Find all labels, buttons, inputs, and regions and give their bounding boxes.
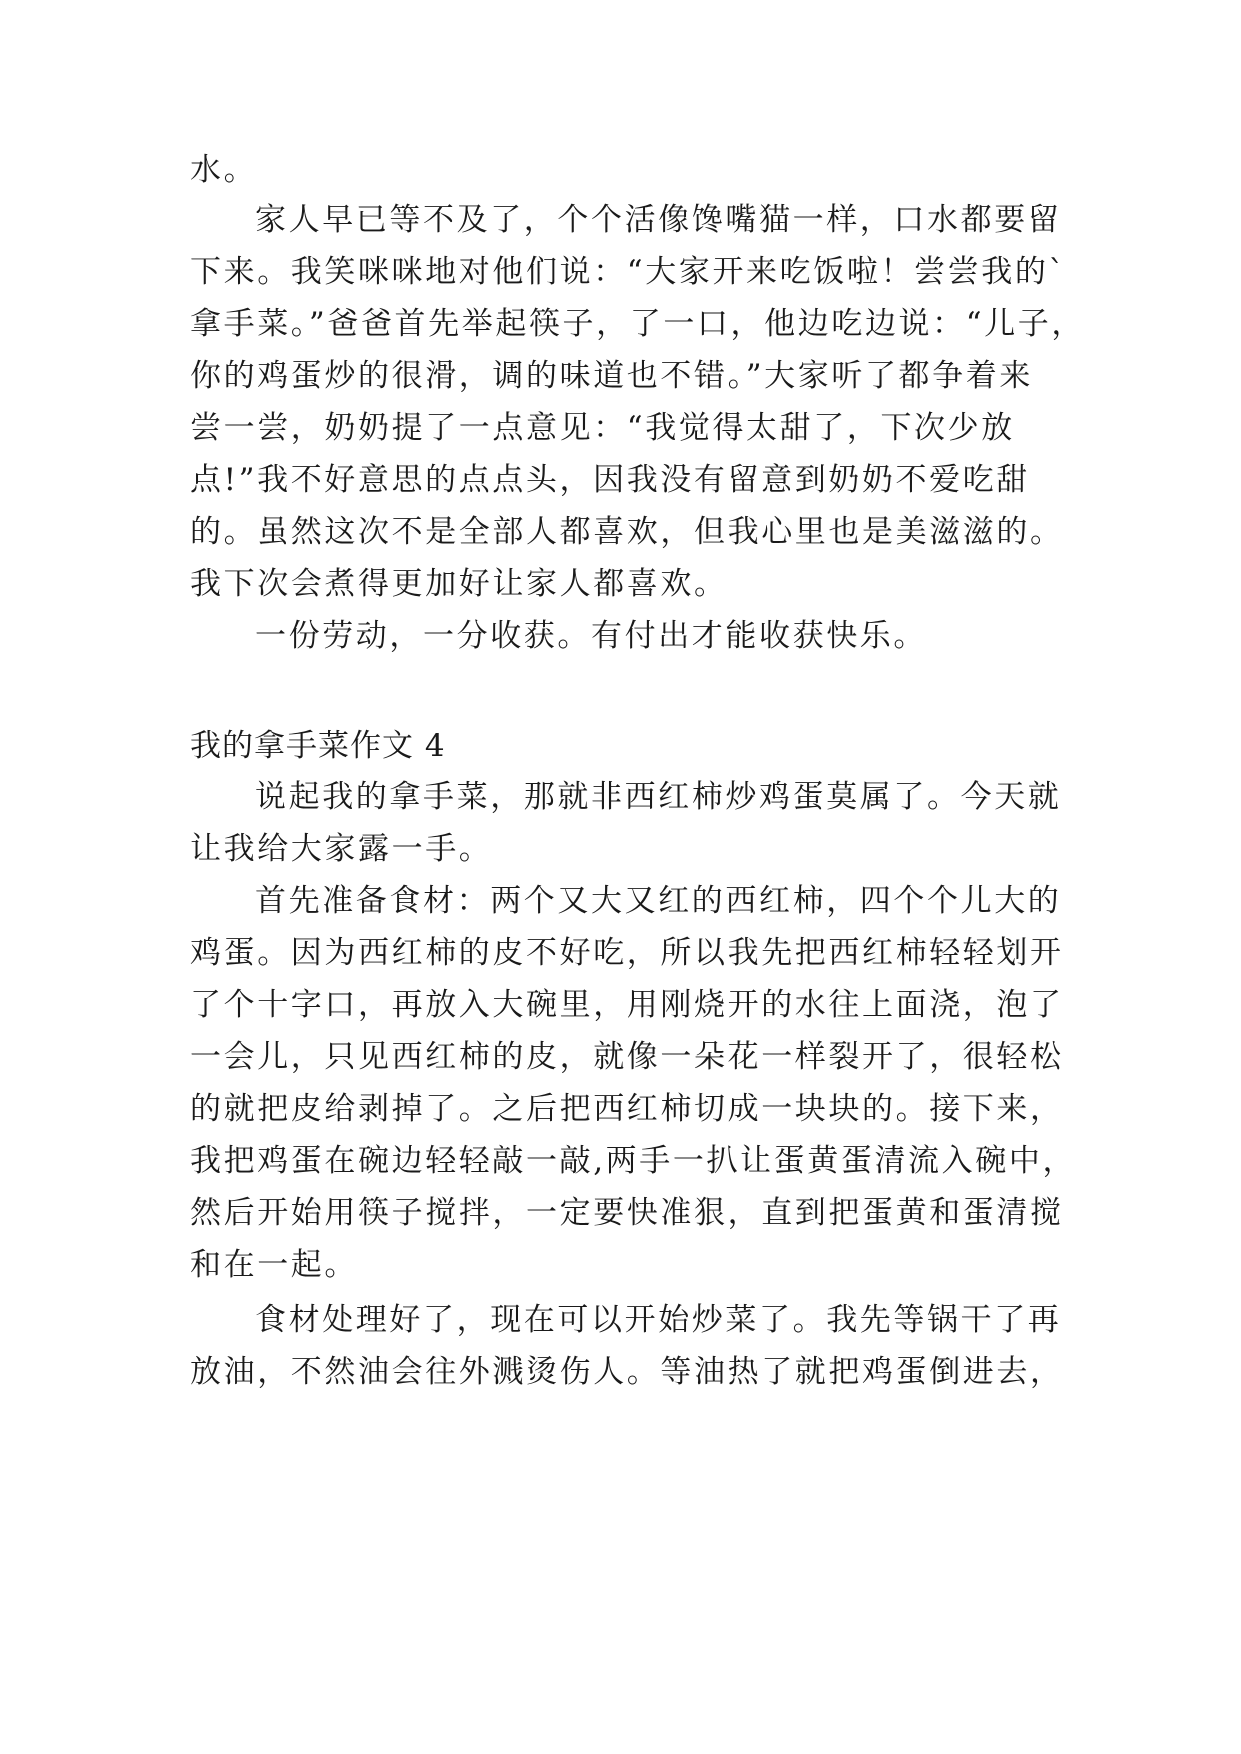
paragraph-line: 的。虽然这次不是全部人都喜欢，但我心里也是美滋滋的。	[190, 514, 1064, 550]
paragraph-line: 首先准备食材：两个又大又红的西红柿，四个个儿大的	[255, 883, 1062, 919]
paragraph-line: 尝一尝，奶奶提了一点意见：“我觉得太甜了，下次少放	[190, 410, 1015, 446]
section-heading: 我的拿手菜作文 4	[190, 728, 446, 764]
paragraph-line: 一份劳动，一分收获。有付出才能收获快乐。	[255, 618, 927, 654]
paragraph-line: 食材处理好了，现在可以开始炒菜了。我先等锅干了再	[255, 1302, 1062, 1338]
paragraph-line: 家人早已等不及了，个个活像馋嘴猫一样，口水都要留	[255, 202, 1062, 238]
paragraph-line: 和在一起。	[190, 1247, 358, 1283]
paragraph-line: 拿手菜。”爸爸首先举起筷子，了一口，他边吃边说：“儿子，	[190, 306, 1085, 342]
paragraph-line: 点!”我不好意思的点点头，因我没有留意到奶奶不爱吃甜	[190, 462, 1030, 498]
paragraph-line: 的就把皮给剥掉了。之后把西红柿切成一块块的。接下来，	[190, 1091, 1064, 1127]
paragraph-line: 水。	[190, 152, 258, 188]
paragraph-line: 下来。我笑咪咪地对他们说：“大家开来吃饭啦！尝尝我的`	[190, 254, 1067, 290]
paragraph-line: 你的鸡蛋炒的很滑，调的味道也不错。”大家听了都争着来	[190, 358, 1033, 394]
paragraph-line: 我把鸡蛋在碗边轻轻敲一敲,两手一扒让蛋黄蛋清流入碗中，	[190, 1143, 1077, 1179]
paragraph-line: 鸡蛋。因为西红柿的皮不好吃，所以我先把西红柿轻轻划开	[190, 935, 1064, 971]
paragraph-line: 让我给大家露一手。	[190, 831, 493, 867]
paragraph-line: 我下次会煮得更加好让家人都喜欢。	[190, 566, 728, 602]
paragraph-line: 说起我的拿手菜，那就非西红柿炒鸡蛋莫属了。今天就	[255, 779, 1062, 815]
paragraph-line: 一会儿，只见西红柿的皮，就像一朵花一样裂开了，很轻松	[190, 1039, 1064, 1075]
paragraph-line: 了个十字口，再放入大碗里，用刚烧开的水往上面浇，泡了	[190, 987, 1064, 1023]
paragraph-line: 放油，不然油会往外溅烫伤人。等油热了就把鸡蛋倒进去，	[190, 1354, 1064, 1390]
paragraph-line: 然后开始用筷子搅拌，一定要快准狠，直到把蛋黄和蛋清搅	[190, 1195, 1064, 1231]
